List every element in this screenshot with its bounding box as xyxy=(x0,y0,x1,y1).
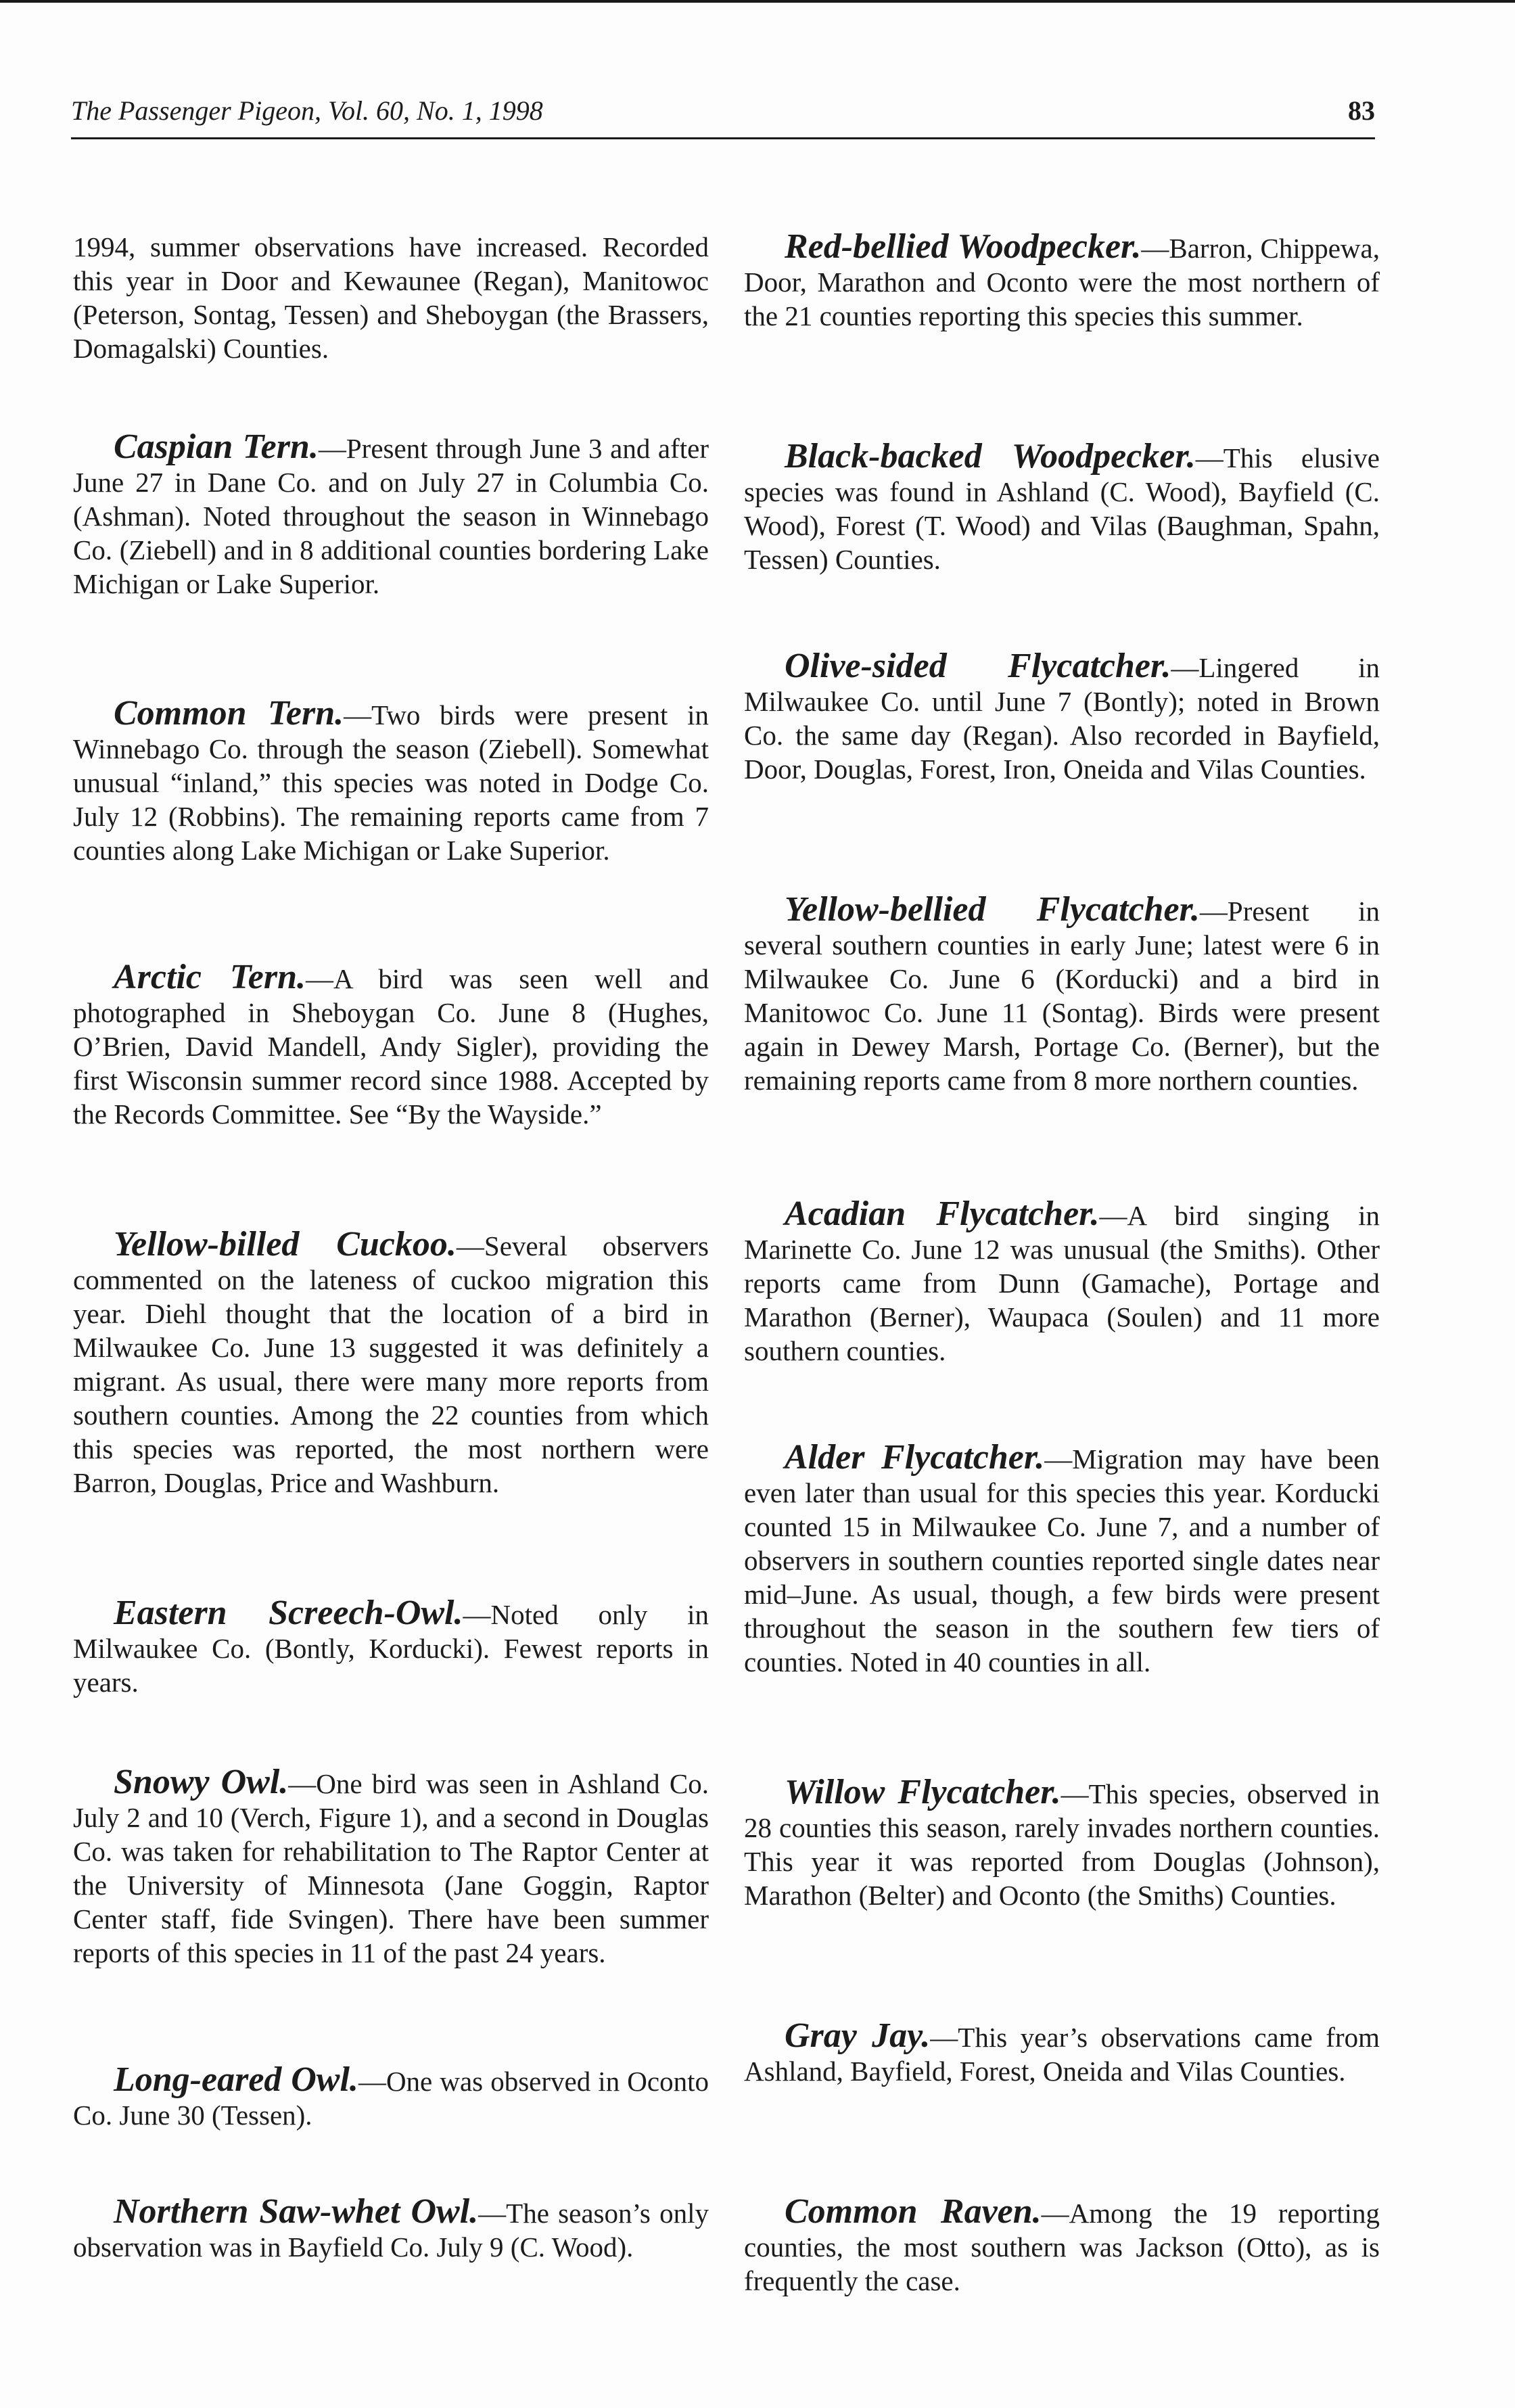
species-name: Yellow-billed Cuckoo. xyxy=(114,1225,457,1264)
species-name: Long-eared Owl. xyxy=(114,2060,358,2099)
species-name: Eastern Screech-Owl. xyxy=(114,1594,463,1632)
species-name: Gray Jay. xyxy=(785,2016,931,2055)
species-text: —A bird was seen well and photographed in Sheboygan Co. June 8 (Hughes, O’Brien, David Mandell, Andy Sigler), providing the first Wisconsin summer record since 1988. Accepted by the Records Committee. See “By the Wayside.” xyxy=(73,963,709,1130)
species-entry-olive-sided-flycatcher xyxy=(744,649,1380,786)
species-name: Northern Saw-whet Owl. xyxy=(114,2192,479,2231)
species-entry-common-tern xyxy=(73,694,709,867)
species-text: —Migration may have been even later than usual for this species this year. Korducki counted 15 in Milwaukee Co. June 7, and a number of observers in southern counties reported single dates near mid–June. As usual, though, a few birds were present throughout the season in the southern few tiers of counties. Noted in 40 counties in all. xyxy=(744,1443,1380,1677)
species-entry-yellow-billed-cuckoo xyxy=(73,1225,709,1500)
species-name: Alder Flycatcher. xyxy=(785,1438,1045,1477)
species-entry-eastern-screech-owl xyxy=(73,1596,709,1699)
species-text: —This elusive species was found in Ashland (C. Wood), Bayfield (C. Wood), Forest (T. Wood) and Vilas (Baughman, Spahn, Tessen) Counties. xyxy=(744,442,1380,575)
species-entry-caspian-tern xyxy=(73,427,709,601)
species-entry-northern-saw-whet-owl xyxy=(73,2192,709,2264)
species-text: —This species, observed in 28 counties this season, rarely invades northern counties. This year it was reported from Douglas (Johnson), Marathon (Belter) and Oconto (the Smiths) Counties. xyxy=(744,1778,1380,1911)
species-entry-common-raven xyxy=(744,2192,1380,2298)
species-text: —One was observed in Oconto Co. June 30 (Tessen). xyxy=(73,2066,709,2131)
species-text: —One bird was seen in Ashland Co. July 2 and 10 (Verch, Figure 1), and a second in Douglas Co. was taken for rehabilitation to The Raptor Center at the University of Minnesota (Jane Goggin, Raptor Center staff, fide Svingen). There have been summer reports of this species in 11 of the past 24 years. xyxy=(73,1768,709,1968)
species-entry-snowy-owl xyxy=(73,1765,709,1970)
species-name: Red-bellied Woodpecker. xyxy=(785,227,1142,266)
species-text: —Several observers commented on the lateness of cuckoo migration this year. Diehl thought that the location of a bird in Milwaukee Co. June 13 suggested it was definitely a migrant. As usual, there were many more reports from southern counties. Among the 22 counties from which this species was reported, the most northern were Barron, Douglas, Price and Washburn. xyxy=(73,1230,709,1498)
species-name: Yellow-bellied Flycatcher. xyxy=(785,890,1200,929)
species-name: Olive-sided Flycatcher. xyxy=(785,647,1171,685)
top-border-rule xyxy=(0,0,1515,3)
species-text: —Lingered in Milwaukee Co. until June 7 (Bontly); noted in Brown Co. the same day (Regan). Also recorded in Bayfield, Door, Douglas, Forest, Iron, Oneida and Vilas Counties. xyxy=(744,652,1380,785)
species-text: —Among the 19 reporting counties, the most southern was Jackson (Otto), as is frequently the case. xyxy=(744,2198,1380,2296)
header-rule xyxy=(71,137,1375,139)
species-text: —Noted only in Milwaukee Co. (Bontly, Korducki). Fewest reports in years. xyxy=(73,1599,709,1698)
species-entry-black-backed-woodpecker xyxy=(744,437,1380,576)
species-name: Arctic Tern. xyxy=(114,958,306,996)
species-name: Willow Flycatcher. xyxy=(785,1773,1061,1811)
species-entry-arctic-tern xyxy=(73,960,709,1131)
species-entry-gray-jay xyxy=(744,2016,1380,2088)
species-entry-long-eared-owl xyxy=(73,2060,709,2132)
species-name: Acadian Flycatcher. xyxy=(785,1195,1100,1233)
continuation-paragraph: 1994, summer observations have increased. Recorded this year in Door and Kewaunee (Regan), Manitowoc (Peterson, Sontag, Tessen) and Sheboygan (the Brassers, Domagalski) Counties. xyxy=(73,231,709,364)
species-entry-yellow-bellied-flycatcher xyxy=(744,890,1380,1097)
page-number: 83 xyxy=(1348,95,1375,126)
species-name: Common Raven. xyxy=(785,2192,1042,2231)
species-text: —Barron, Chippewa, Door, Marathon and Oconto were the most northern of the 21 counties reporting this species this summer. xyxy=(744,233,1380,331)
species-entry-red-bellied-woodpecker xyxy=(744,227,1380,333)
species-text: —The season’s only observation was in Bayfield Co. July 9 (C. Wood). xyxy=(73,2198,709,2263)
species-text: —Present in several southern counties in early June; latest were 6 in Milwaukee Co. June 6 (Korducki) and a bird in Manitowoc Co. June 11 (Sontag). Birds were present again in Dewey Marsh, Portage Co. (Berner), but the remaining reports came from 8 more northern counties. xyxy=(744,896,1380,1096)
page-header xyxy=(71,95,1375,135)
species-text: —Present through June 3 and after June 27 in Dane Co. and on July 27 in Columbia Co. (Ashman). Noted throughout the season in Winnebago Co. (Ziebell) and in 8 additional counties bordering Lake Michigan or Lake Superior. xyxy=(73,433,709,599)
species-entry-acadian-flycatcher xyxy=(744,1197,1380,1368)
species-entry-alder-flycatcher xyxy=(744,1438,1380,1679)
species-entry-willow-flycatcher xyxy=(744,1773,1380,1912)
species-text: —This year’s observations came from Ashland, Bayfield, Forest, Oneida and Vilas Counties. xyxy=(744,2022,1380,2087)
species-name: Caspian Tern. xyxy=(114,427,319,466)
running-head: The Passenger Pigeon, Vol. 60, No. 1, 1998 xyxy=(71,95,543,126)
species-name: Common Tern. xyxy=(114,694,344,733)
species-text: —Two birds were present in Winnebago Co. through the season (Ziebell). Somewhat unusual “inland,” this species was noted in Dodge Co. July 12 (Robbins). The remaining reports came from 7 counties along Lake Michigan or Lake Superior. xyxy=(73,699,709,866)
species-text: —A bird singing in Marinette Co. June 12 was unusual (the Smiths). Other reports came from Dunn (Gamache), Portage and Marathon (Berner), Waupaca (Soulen) and 11 more southern counties. xyxy=(744,1200,1380,1366)
species-name: Black-backed Woodpecker. xyxy=(785,437,1196,476)
species-name: Snowy Owl. xyxy=(114,1763,289,1801)
